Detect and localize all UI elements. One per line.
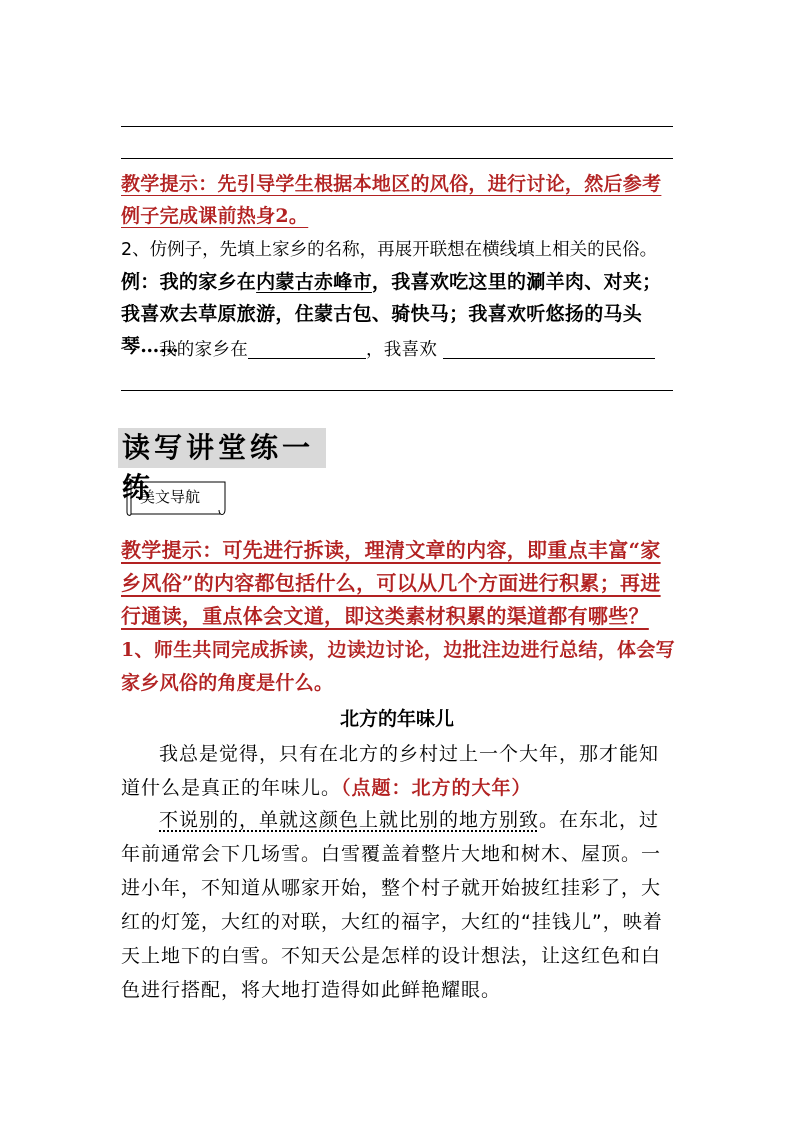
fill-label-hometown: 我的家乡在 <box>159 340 248 360</box>
teaching-hint-2: 教学提示：可先进行拆读，理清文章的内容，即重点丰富“家乡风俗”的内容都包括什么，可以从几个方面进行积累；再进行通读，重点体会文道，即这类素材积累的渠道都有哪些？ <box>121 538 661 628</box>
example-place: 内蒙古赤峰市 <box>256 271 372 293</box>
fill-label-like: ，我喜欢 <box>366 340 438 360</box>
answer-line-1 <box>121 126 673 127</box>
teaching-hint-1: 教学提示：先引导学生根据本地区的风俗，进行讨论，然后参考例子完成课前热身2。 <box>121 173 662 227</box>
article-paragraph-2 <box>121 803 677 1007</box>
hometown-blank[interactable] <box>248 338 366 359</box>
paragraph-2-text: 。在东北，过年前通常会下几场雪。白雪覆盖着整片大地和树木、屋顶。一进小年，不知道从哪家开始，整个村子就开始披红挂彩了，大红的灯笼，大红的对联，大红的福字，大红的“挂钱儿”，映着天上地下的白雪。不知天公是怎样的设计想法，让这红色和白色进行搭配，将大地打造得如此鲜艳耀眼。 <box>121 809 663 1001</box>
article-paragraph-1 <box>121 737 677 805</box>
answer-line-3 <box>121 390 673 391</box>
like-blank[interactable] <box>443 338 655 359</box>
article-title: 北方的年味儿 <box>339 708 454 730</box>
exercise-2-instruction: 2、仿例子，先填上家乡的名称，再展开联想在横线填上相关的民俗。 <box>121 240 658 260</box>
exercise-1-instruction: 1、师生共同完成拆读，边读边讨论，边批注边进行总结，体会写家乡风俗的角度是什么。 <box>121 639 675 694</box>
paragraph-1-text: 我总是觉得，只有在北方的乡村过上一个大年，那才能知道什么是真正的年味儿。 <box>121 743 660 799</box>
paragraph-1-note: （点题：北方的大年） <box>341 777 532 799</box>
paragraph-2-underlined: 不说别的，单就这颜色上就比别的地方别致 <box>159 809 540 831</box>
fill-in-sentence <box>121 334 677 366</box>
example-prefix: 例：我的家乡在 <box>121 271 257 293</box>
scroll-tag <box>125 476 229 518</box>
section-title: 读写讲堂练一练 <box>118 428 326 468</box>
answer-line-2 <box>121 158 673 159</box>
example-rest: ，我喜欢吃这里的涮羊肉、对夹；我喜欢去草原旅游，住蒙古包、骑快马；我喜欢听悠扬的马头琴…… <box>121 271 662 357</box>
scroll-tag-label: 美文导航 <box>140 488 201 506</box>
